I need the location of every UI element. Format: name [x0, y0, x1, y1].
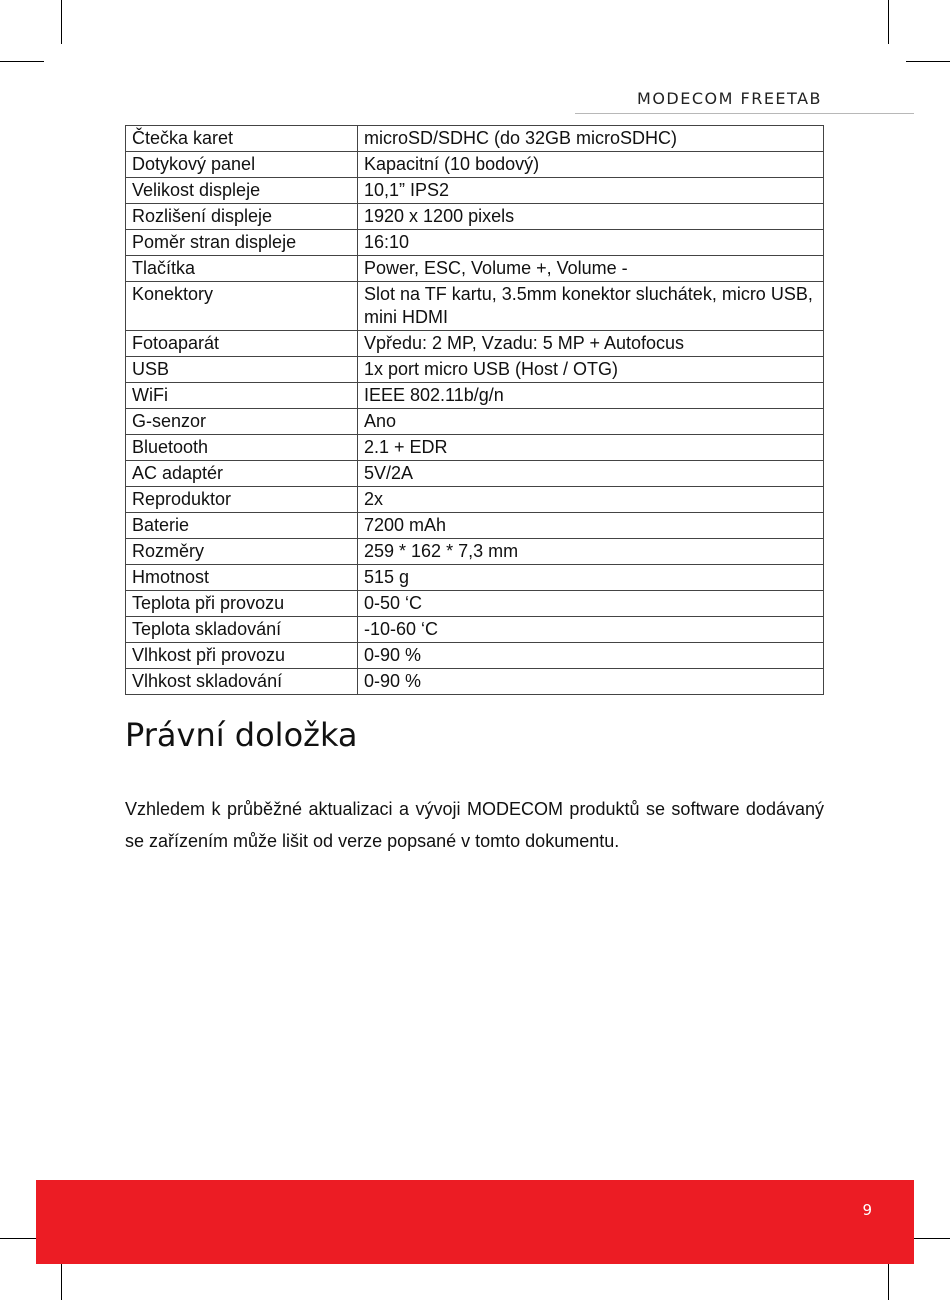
table-row [126, 461, 824, 487]
table-row [126, 331, 824, 357]
document-header-title: MODECOM FREETAB [637, 89, 822, 108]
spec-value: IEEE 802.11b/g/n [358, 383, 824, 409]
page-number: 9 [862, 1201, 872, 1219]
table-row [126, 230, 824, 256]
spec-value: Power, ESC, Volume +, Volume - [358, 256, 824, 282]
spec-label: Vlhkost skladování [126, 669, 358, 695]
crop-mark [906, 61, 950, 62]
crop-mark [888, 0, 889, 44]
spec-label: Poměr stran displeje [126, 230, 358, 256]
spec-value: 10,1” IPS2 [358, 178, 824, 204]
spec-value: 259 * 162 * 7,3 mm [358, 539, 824, 565]
spec-label: G-senzor [126, 409, 358, 435]
table-row [126, 435, 824, 461]
spec-value: 1920 x 1200 pixels [358, 204, 824, 230]
spec-value: 0-50 ‘C [358, 591, 824, 617]
table-row [126, 513, 824, 539]
spec-value: 2x [358, 487, 824, 513]
header-divider [575, 113, 914, 114]
table-row [126, 565, 824, 591]
table-row [126, 669, 824, 695]
table-row [126, 539, 824, 565]
spec-label: Bluetooth [126, 435, 358, 461]
spec-label: Velikost displeje [126, 178, 358, 204]
specifications-table [125, 125, 824, 695]
table-row [126, 409, 824, 435]
table-row [126, 487, 824, 513]
table-row [126, 282, 824, 331]
crop-mark [0, 61, 44, 62]
table-row [126, 383, 824, 409]
table-row [126, 152, 824, 178]
spec-label: Dotykový panel [126, 152, 358, 178]
spec-value: 5V/2A [358, 461, 824, 487]
spec-label: Fotoaparát [126, 331, 358, 357]
section-body-text: Vzhledem k průběžné aktualizaci a vývoji MODECOM produktů se software dodávaný se zařízením může lišit od verze popsané v tomto dokumentu. [125, 799, 824, 851]
spec-label: Konektory [126, 282, 358, 331]
spec-label: Tlačítka [126, 256, 358, 282]
spec-value: 0-90 % [358, 643, 824, 669]
spec-value: 2.1 + EDR [358, 435, 824, 461]
table-row [126, 617, 824, 643]
spec-label: Baterie [126, 513, 358, 539]
table-row [126, 357, 824, 383]
table-row [126, 204, 824, 230]
table-row [126, 256, 824, 282]
spec-label: Rozměry [126, 539, 358, 565]
spec-value: Slot na TF kartu, 3.5mm konektor sluchátek, micro USB, mini HDMI [358, 282, 824, 331]
spec-label: Teplota při provozu [126, 591, 358, 617]
spec-value: Kapacitní (10 bodový) [358, 152, 824, 178]
spec-value: Ano [358, 409, 824, 435]
spec-label: AC adaptér [126, 461, 358, 487]
table-row [126, 178, 824, 204]
spec-label: Čtečka karet [126, 126, 358, 152]
section-title: Právní doložka [125, 716, 358, 754]
spec-label: USB [126, 357, 358, 383]
spec-label: Rozlišení displeje [126, 204, 358, 230]
table-row [126, 126, 824, 152]
spec-value: 0-90 % [358, 669, 824, 695]
spec-label: Reproduktor [126, 487, 358, 513]
spec-value: microSD/SDHC (do 32GB microSDHC) [358, 126, 824, 152]
spec-label: WiFi [126, 383, 358, 409]
spec-label: Vlhkost při provozu [126, 643, 358, 669]
footer-band [36, 1180, 914, 1264]
table-row [126, 643, 824, 669]
spec-value: -10-60 ‘C [358, 617, 824, 643]
crop-mark [61, 0, 62, 44]
spec-value: 7200 mAh [358, 513, 824, 539]
table-row [126, 591, 824, 617]
spec-label: Hmotnost [126, 565, 358, 591]
spec-label: Teplota skladování [126, 617, 358, 643]
spec-value: 1x port micro USB (Host / OTG) [358, 357, 824, 383]
spec-value: Vpředu: 2 MP, Vzadu: 5 MP + Autofocus [358, 331, 824, 357]
spec-value: 16:10 [358, 230, 824, 256]
spec-value: 515 g [358, 565, 824, 591]
